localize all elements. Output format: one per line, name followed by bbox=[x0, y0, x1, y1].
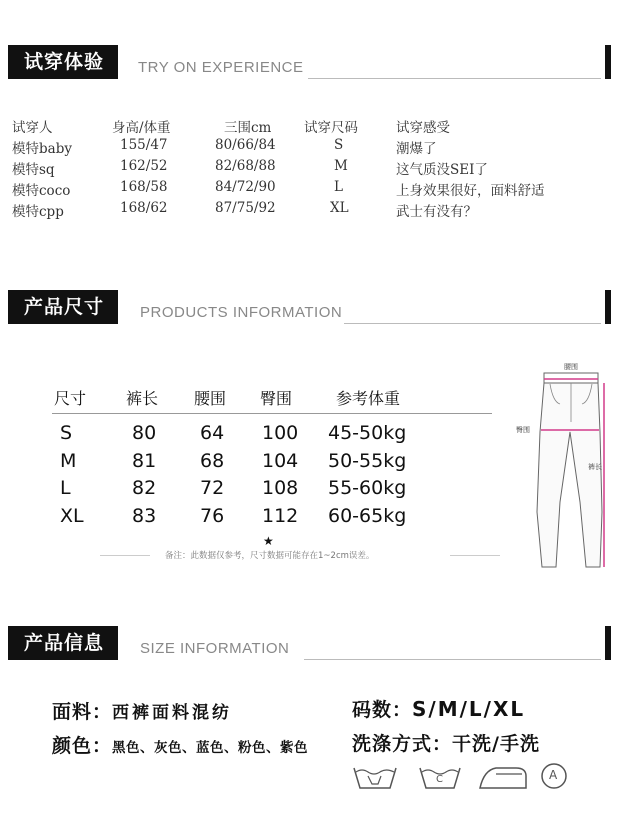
size-header-cell: 裤长 bbox=[126, 389, 159, 408]
material-value: 西裤面料混纺 bbox=[112, 703, 233, 723]
size-row bbox=[52, 505, 492, 533]
section-divider bbox=[308, 78, 601, 79]
tryon-header-cell: 三围cm bbox=[224, 120, 272, 136]
color-info bbox=[52, 731, 308, 758]
tryon-cell: 162/52 bbox=[120, 158, 168, 174]
size-info bbox=[352, 695, 525, 722]
care-icons bbox=[350, 760, 580, 796]
tryon-cell: 上身效果很好，面料舒适 bbox=[396, 183, 545, 199]
material-info bbox=[52, 697, 232, 724]
tryon-cell: 模特cpp bbox=[12, 204, 64, 220]
tryon-section-tag: 试穿体验 bbox=[8, 45, 118, 79]
size-row bbox=[52, 422, 492, 450]
tryon-cell: 模特coco bbox=[12, 183, 71, 199]
size-cell: 81 bbox=[132, 449, 157, 472]
size-cell: 82 bbox=[132, 477, 157, 499]
section-end-bar bbox=[605, 45, 611, 79]
hip-label: 臀围 bbox=[516, 426, 530, 434]
size-cell: 60-65kg bbox=[328, 504, 407, 527]
note-divider-left bbox=[100, 555, 150, 556]
section-end-bar bbox=[605, 290, 611, 324]
size-cell: L bbox=[60, 477, 71, 499]
size-label: 码数： bbox=[352, 699, 413, 721]
care-icons-svg bbox=[350, 760, 580, 796]
length-label: 裤长 bbox=[588, 463, 602, 471]
hand-wash-icon bbox=[354, 768, 396, 788]
wash-label: 洗涤方式： bbox=[352, 733, 453, 755]
size-row bbox=[52, 450, 492, 478]
products-section-english: PRODUCTS INFORMATION bbox=[140, 304, 343, 321]
size-cell: 108 bbox=[262, 477, 299, 499]
material-label: 面料： bbox=[52, 701, 113, 723]
size-cell: 83 bbox=[132, 504, 157, 527]
tryon-header-cell: 试穿感受 bbox=[396, 120, 450, 136]
size-cell: 55-60kg bbox=[328, 477, 407, 499]
tryon-cell: 155/47 bbox=[120, 137, 168, 153]
size-header-cell: 腰围 bbox=[194, 389, 227, 408]
size-cell: 104 bbox=[262, 449, 299, 472]
size-cell: 45-50kg bbox=[328, 422, 407, 444]
size-cell: 64 bbox=[200, 422, 225, 444]
products-section-header bbox=[8, 290, 611, 324]
products-section-tag: 产品尺寸 bbox=[8, 290, 118, 324]
size-cell: 80 bbox=[132, 422, 157, 444]
tryon-cell: M bbox=[334, 158, 348, 174]
size-table-body bbox=[52, 422, 492, 532]
color-label: 颜色： bbox=[52, 735, 113, 757]
size-cell: 76 bbox=[200, 504, 225, 527]
tryon-header-cell: 试穿人 bbox=[12, 120, 53, 136]
tryon-cell: XL bbox=[330, 200, 349, 216]
size-section-tag: 产品信息 bbox=[8, 626, 118, 660]
tryon-cell: 82/68/88 bbox=[215, 158, 276, 174]
tryon-cell: S bbox=[334, 137, 344, 153]
tryon-cell: 168/62 bbox=[120, 200, 168, 216]
size-row bbox=[52, 477, 492, 505]
section-divider bbox=[304, 659, 601, 660]
size-header-cell: 臀围 bbox=[260, 389, 293, 408]
note-divider-right bbox=[450, 555, 500, 556]
size-cell: 112 bbox=[262, 504, 299, 527]
size-cell: 100 bbox=[262, 422, 299, 444]
tryon-cell: 模特sq bbox=[12, 162, 55, 178]
section-divider bbox=[344, 323, 601, 324]
tryon-section-english: TRY ON EXPERIENCE bbox=[138, 59, 304, 76]
wash-value: 干洗/手洗 bbox=[452, 733, 540, 755]
tryon-header-cell: 身高/体重 bbox=[112, 120, 171, 136]
size-header-cell: 参考体重 bbox=[336, 389, 401, 408]
care-c-label: C bbox=[436, 774, 443, 785]
size-cell: XL bbox=[60, 504, 84, 527]
color-value: 黑色、灰色、蓝色、粉色、紫色 bbox=[112, 740, 309, 756]
pants-diagram bbox=[500, 362, 610, 572]
tryon-cell: 84/72/90 bbox=[215, 179, 276, 195]
tryon-cell: 模特baby bbox=[12, 141, 72, 157]
tryon-header-cell: 试穿尺码 bbox=[304, 120, 358, 136]
size-cell: 68 bbox=[200, 449, 225, 472]
size-note bbox=[100, 534, 500, 564]
size-header-cell: 尺寸 bbox=[54, 389, 87, 408]
tryon-cell: L bbox=[334, 179, 343, 195]
tryon-cell: 武士有没有？ bbox=[396, 204, 477, 220]
iron-icon bbox=[480, 768, 526, 788]
size-cell: M bbox=[60, 449, 77, 472]
wash-info bbox=[352, 729, 540, 756]
tryon-cell: 潮爆了 bbox=[396, 141, 437, 157]
section-end-bar bbox=[605, 626, 611, 660]
size-section-english: SIZE INFORMATION bbox=[140, 640, 290, 657]
tryon-cell: 这气质没SEI了 bbox=[396, 162, 488, 178]
tryon-cell: 168/58 bbox=[120, 179, 168, 195]
size-cell: 72 bbox=[200, 477, 225, 499]
size-cell: 50-55kg bbox=[328, 449, 407, 472]
tryon-section-header bbox=[8, 45, 611, 79]
size-note-text: 备注：此数据仅参考，尺寸数据可能存在1~2cm误差。 bbox=[165, 551, 375, 561]
tryon-cell: 80/66/84 bbox=[215, 137, 276, 153]
size-header-divider bbox=[52, 413, 492, 414]
tryon-cell: 87/75/92 bbox=[215, 200, 276, 216]
size-cell: S bbox=[60, 422, 73, 444]
size-value: S/M/L/XL bbox=[412, 697, 526, 721]
care-a-label: A bbox=[549, 768, 558, 782]
size-section-header bbox=[8, 626, 611, 660]
waist-label: 腰围 bbox=[564, 363, 578, 371]
star-icon: ★ bbox=[263, 534, 274, 548]
